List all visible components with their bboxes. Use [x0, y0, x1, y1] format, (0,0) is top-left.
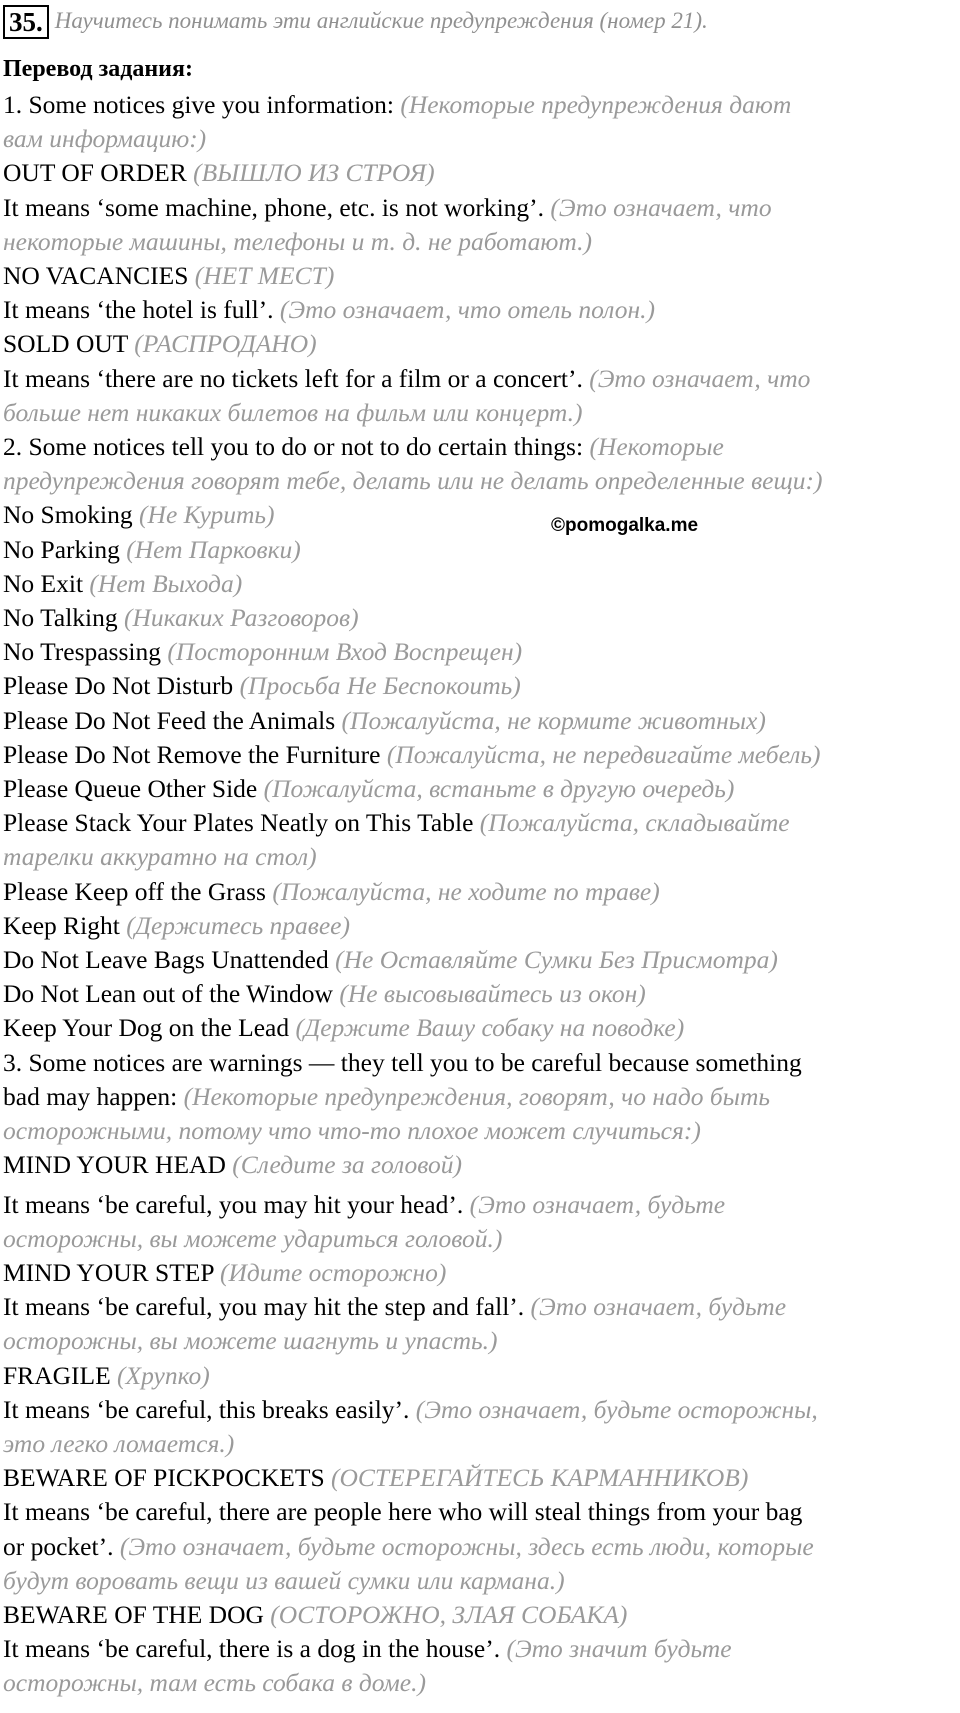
- english-text: 1. Some notices give you information:: [3, 90, 401, 119]
- russian-translation: вам информацию:): [3, 124, 207, 154]
- task-description: Научитесь понимать эти английские предупреждения (номер 21).: [54, 8, 708, 33]
- english-text: It means ‘some machine, phone, etc. is not working’.: [3, 192, 551, 222]
- english-text: No Trespassing: [3, 637, 168, 667]
- russian-translation: (Пожалуйста, не передвигайте мебель): [386, 739, 821, 769]
- text-line: [3, 396, 953, 430]
- text-line: [3, 943, 953, 977]
- english-text: Do Not Leave Bags Unattended: [3, 945, 336, 975]
- text-line: [3, 1598, 953, 1632]
- text-line: [3, 362, 953, 396]
- english-text: It means ‘be careful, there are people here who will steal things from your bag: [3, 1497, 803, 1527]
- english-text: It means ‘there are no tickets left for a film or a concert’.: [3, 363, 590, 393]
- text-line: [3, 1080, 953, 1114]
- text-line: [3, 122, 953, 156]
- text-line: [3, 567, 953, 601]
- text-line: [3, 1290, 953, 1324]
- russian-translation: осторожны, вы можете шагнуть и упасть.): [3, 1326, 498, 1356]
- text-line: [3, 1530, 953, 1564]
- russian-translation: (Пожалуйста, не кормите животных): [341, 705, 766, 735]
- english-text: No Talking: [3, 603, 124, 633]
- english-text: bad may happen:: [3, 1081, 184, 1111]
- russian-translation: (Это означает, будьте: [469, 1189, 726, 1219]
- text-line: [3, 1564, 953, 1598]
- english-text: or pocket’.: [3, 1531, 120, 1561]
- section-title: Перевод задания:: [3, 56, 193, 82]
- russian-translation: (Это означает, что отель полон.): [279, 295, 655, 325]
- text-line: [3, 533, 953, 567]
- russian-translation: (Нет Выхода): [89, 568, 243, 598]
- english-text: No Exit: [3, 568, 90, 598]
- text-line: [3, 1046, 953, 1080]
- text-line: [3, 1011, 953, 1045]
- task-header: [3, 0, 953, 42]
- watermark: ©pomogalka.me: [551, 515, 699, 536]
- text-line: [3, 1188, 953, 1222]
- text-line: [3, 669, 953, 703]
- russian-translation: тарелки аккуратно на стол): [3, 842, 317, 872]
- russian-translation: (Не высовывайтесь из окон): [339, 979, 646, 1009]
- russian-translation: (Следите за головой): [232, 1150, 463, 1180]
- text-line: [3, 327, 953, 361]
- document-page: [3, 0, 953, 1701]
- task-number: 35.: [3, 5, 49, 39]
- russian-translation: (Держитесь правее): [126, 910, 350, 940]
- russian-translation: (ОСТЕРЕГАЙТЕСЬ КАРМАННИКОВ): [331, 1463, 749, 1493]
- russian-translation: будут воровать вещи из вашей сумки или кармана.): [3, 1565, 565, 1595]
- english-text: 3. Some notices are warnings — they tell you to be careful because something: [3, 1047, 802, 1077]
- russian-translation: (Не Оставляйте Сумки Без Присмотра): [335, 945, 778, 975]
- text-line: [3, 225, 953, 259]
- text-line: [3, 1632, 953, 1666]
- text-line: [3, 806, 953, 840]
- text-line: [3, 1427, 953, 1461]
- russian-translation: (Некоторые предупреждения дают: [400, 90, 792, 119]
- russian-translation: (Пожалуйста, не ходите по траве): [272, 876, 660, 906]
- text-line: [3, 875, 953, 909]
- text-line: [3, 1114, 953, 1148]
- english-text: It means ‘be careful, there is a dog in the house’.: [3, 1634, 507, 1664]
- text-line: [3, 977, 953, 1011]
- russian-translation: некоторые машины, телефоны и т. д. не работают.): [3, 226, 592, 256]
- text-line: [3, 704, 953, 738]
- english-text: Do Not Lean out of the Window: [3, 979, 340, 1009]
- russian-translation: (Держите Вашу собаку на поводке): [295, 1013, 685, 1043]
- text-line: [3, 909, 953, 943]
- english-text: No Smoking: [3, 500, 140, 530]
- text-line: [3, 464, 953, 498]
- russian-translation: (РАСПРОДАНО): [134, 329, 317, 359]
- text-line: [3, 1495, 953, 1529]
- russian-translation: (Хрупко): [117, 1360, 210, 1390]
- english-text: Please Do Not Remove the Furniture: [3, 739, 387, 769]
- text-line: [3, 635, 953, 669]
- english-text: 2. Some notices tell you to do or not to do certain things:: [3, 432, 590, 462]
- text-line: [3, 1393, 953, 1427]
- text-line: [3, 772, 953, 806]
- russian-translation: осторожны, вы можете удариться головой.): [3, 1223, 503, 1253]
- english-text: NO VACANCIES: [3, 261, 195, 291]
- text-line: [3, 498, 953, 532]
- russian-translation: это легко ломается.): [3, 1428, 235, 1458]
- text-line: [3, 738, 953, 772]
- english-text: Please Keep off the Grass: [3, 876, 273, 906]
- english-text: It means ‘the hotel is full’.: [3, 295, 280, 325]
- russian-translation: (Это означает, будьте осторожны,: [415, 1394, 818, 1424]
- english-text: No Parking: [3, 534, 127, 564]
- english-text: Please Do Not Disturb: [3, 671, 240, 701]
- text-line: [3, 156, 953, 190]
- text-line: [3, 191, 953, 225]
- text-line: [3, 1666, 953, 1700]
- text-line: [3, 293, 953, 327]
- russian-translation: (Пожалуйста, встаньте в другую очередь): [263, 774, 735, 804]
- english-text: Please Stack Your Plates Neatly on This Table: [3, 808, 480, 838]
- english-text: It means ‘be careful, this breaks easily’.: [3, 1394, 416, 1424]
- text-line: [3, 1256, 953, 1290]
- english-text: BEWARE OF PICKPOCKETS: [3, 1463, 332, 1493]
- russian-translation: (Некоторые: [589, 432, 724, 462]
- english-text: OUT OF ORDER: [3, 158, 194, 188]
- russian-translation: (Просьба Не Беспокоить): [239, 671, 521, 701]
- russian-translation: (Это означает, что: [550, 192, 772, 222]
- russian-translation: (Идите осторожно): [220, 1257, 447, 1287]
- russian-translation: (НЕТ МЕСТ): [194, 261, 335, 291]
- english-text: Keep Right: [3, 910, 127, 940]
- text-line: [3, 430, 953, 464]
- russian-translation: осторожными, потому что что-то плохое может случиться:): [3, 1116, 701, 1146]
- russian-translation: (Посторонним Вход Воспрещен): [167, 637, 523, 667]
- russian-translation: (ОСТОРОЖНО, ЗЛАЯ СОБАКА): [270, 1599, 628, 1629]
- english-text: Please Do Not Feed the Animals: [3, 705, 342, 735]
- english-text: FRAGILE: [3, 1360, 118, 1390]
- text-line: [3, 1461, 953, 1495]
- russian-translation: больше нет никаких билетов на фильм или концерт.): [3, 397, 583, 427]
- russian-translation: (Это означает, будьте: [530, 1292, 787, 1322]
- english-text: BEWARE OF THE DOG: [3, 1599, 271, 1629]
- text-line: [3, 840, 953, 874]
- english-text: MIND YOUR STEP: [3, 1257, 220, 1287]
- text-line: [3, 88, 953, 122]
- russian-translation: (Это значит будьте: [506, 1634, 732, 1664]
- english-text: Keep Your Dog on the Lead: [3, 1013, 296, 1043]
- russian-translation: (Нет Парковки): [126, 534, 301, 564]
- english-text: SOLD OUT: [3, 329, 135, 359]
- russian-translation: осторожны, там есть собака в доме.): [3, 1668, 426, 1698]
- english-text: Please Queue Other Side: [3, 774, 264, 804]
- russian-translation: предупреждения говорят тебе, делать или не делать определенные вещи:): [3, 466, 823, 496]
- russian-translation: (Никаких Разговоров): [124, 603, 359, 633]
- english-text: It means ‘be careful, you may hit your head’.: [3, 1189, 470, 1219]
- english-text: MIND YOUR HEAD: [3, 1150, 233, 1180]
- russian-translation: (Некоторые предупреждения, говорят, чо надо быть: [183, 1081, 770, 1111]
- russian-translation: (Это означает, будьте осторожны, здесь есть люди, которые: [119, 1531, 814, 1561]
- text-line: [3, 601, 953, 635]
- text-line: [3, 1324, 953, 1358]
- text-line: [3, 1222, 953, 1256]
- text-line: [3, 1359, 953, 1393]
- text-line: [3, 259, 953, 293]
- russian-translation: (Не Курить): [139, 500, 275, 530]
- russian-translation: (Пожалуйста, складывайте: [479, 808, 790, 838]
- text-line: [3, 1148, 953, 1182]
- english-text: It means ‘be careful, you may hit the step and fall’.: [3, 1292, 531, 1322]
- translation-body: [3, 88, 953, 1701]
- russian-translation: (Это означает, что: [589, 363, 811, 393]
- russian-translation: (ВЫШЛО ИЗ СТРОЯ): [193, 158, 435, 188]
